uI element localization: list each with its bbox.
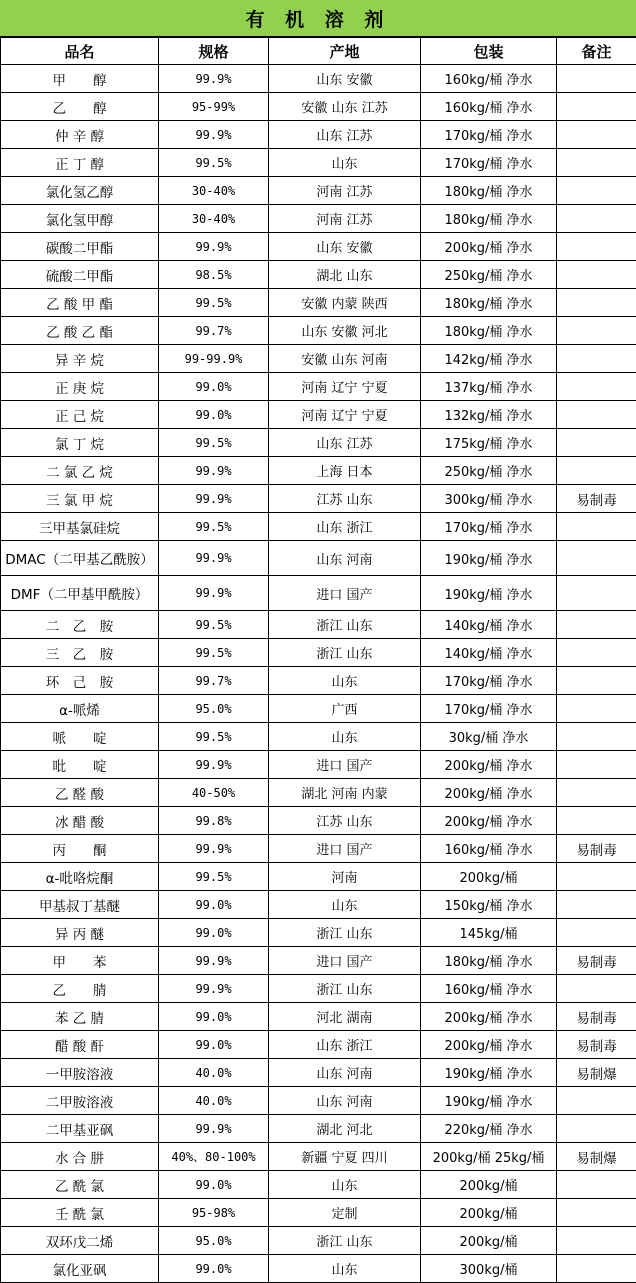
product-name-cell: 三甲基氯硅烷 [1, 513, 159, 541]
header-spec: 规格 [159, 38, 269, 65]
package-cell: 180kg/桶 净水 [421, 947, 557, 975]
spec-cell: 99.0% [159, 919, 269, 947]
spec-cell: 99.8% [159, 807, 269, 835]
product-name-cell: 壬 酰 氯 [1, 1199, 159, 1227]
table-row [1, 863, 636, 891]
origin-cell: 浙江 山东 [269, 639, 421, 667]
table-row [1, 541, 636, 576]
product-name-cell: 环 己 胺 [1, 667, 159, 695]
product-name-cell: 哌 啶 [1, 723, 159, 751]
origin-cell: 山东 安徽 [269, 65, 421, 93]
note-cell [557, 429, 636, 457]
package-cell: 170kg/桶 净水 [421, 149, 557, 177]
package-cell: 190kg/桶 净水 [421, 1087, 557, 1115]
package-cell: 200kg/桶 净水 [421, 233, 557, 261]
product-name-cell: 乙 腈 [1, 975, 159, 1003]
spec-cell: 30-40% [159, 177, 269, 205]
note-cell [557, 1227, 636, 1255]
origin-cell: 广西 [269, 695, 421, 723]
table-row [1, 149, 636, 177]
package-cell: 200kg/桶 净水 [421, 751, 557, 779]
spec-cell: 99.9% [159, 947, 269, 975]
header-row [1, 38, 636, 65]
table-row [1, 723, 636, 751]
product-name-cell: 乙 酸 甲 酯 [1, 289, 159, 317]
package-cell: 137kg/桶 净水 [421, 373, 557, 401]
note-cell [557, 695, 636, 723]
spec-cell: 99.7% [159, 317, 269, 345]
table-row [1, 1115, 636, 1143]
origin-cell: 山东 安徽 河北 [269, 317, 421, 345]
table-row [1, 401, 636, 429]
product-name-cell: 三 乙 胺 [1, 639, 159, 667]
package-cell: 200kg/桶 [421, 1199, 557, 1227]
spec-cell: 99.9% [159, 485, 269, 513]
product-name-cell: 异 辛 烷 [1, 345, 159, 373]
origin-cell: 安徽 内蒙 陕西 [269, 289, 421, 317]
product-name-cell: 氯化氢乙醇 [1, 177, 159, 205]
package-cell: 200kg/桶 [421, 1171, 557, 1199]
product-name-cell: 吡 啶 [1, 751, 159, 779]
origin-cell: 进口 国产 [269, 835, 421, 863]
origin-cell: 浙江 山东 [269, 611, 421, 639]
product-name-cell: 正 丁 醇 [1, 149, 159, 177]
origin-cell: 湖北 河北 [269, 1115, 421, 1143]
header-package: 包装 [421, 38, 557, 65]
table-row [1, 289, 636, 317]
origin-cell: 湖北 河南 内蒙 [269, 779, 421, 807]
product-name-cell: α-哌烯 [1, 695, 159, 723]
table-row [1, 485, 636, 513]
table-row [1, 947, 636, 975]
note-cell [557, 205, 636, 233]
spec-cell: 99.9% [159, 233, 269, 261]
package-cell: 170kg/桶 净水 [421, 695, 557, 723]
package-cell: 200kg/桶 净水 [421, 1031, 557, 1059]
origin-cell: 河南 辽宁 宁夏 [269, 401, 421, 429]
origin-cell: 山东 [269, 1255, 421, 1283]
product-name-cell: 正 己 烷 [1, 401, 159, 429]
product-name-cell: 醋 酸 酐 [1, 1031, 159, 1059]
note-cell [557, 345, 636, 373]
origin-cell: 山东 江苏 [269, 429, 421, 457]
spec-cell: 99.5% [159, 863, 269, 891]
origin-cell: 山东 浙江 [269, 513, 421, 541]
table-row [1, 93, 636, 121]
origin-cell: 山东 河南 [269, 1059, 421, 1087]
note-cell [557, 1255, 636, 1283]
package-cell: 300kg/桶 净水 [421, 485, 557, 513]
table-row [1, 513, 636, 541]
origin-cell: 山东 河南 [269, 1087, 421, 1115]
table-row [1, 429, 636, 457]
table-row [1, 1087, 636, 1115]
package-cell: 250kg/桶 净水 [421, 457, 557, 485]
origin-cell: 山东 [269, 723, 421, 751]
product-name-cell: 异 丙 醚 [1, 919, 159, 947]
spec-cell: 98.5% [159, 261, 269, 289]
origin-cell: 江苏 山东 [269, 485, 421, 513]
table-row [1, 457, 636, 485]
note-cell [557, 373, 636, 401]
note-cell [557, 779, 636, 807]
product-name-cell: DMF（二甲基甲酰胺） [1, 576, 159, 611]
note-cell: 易制毒 [557, 947, 636, 975]
note-cell [557, 576, 636, 611]
package-cell: 180kg/桶 净水 [421, 205, 557, 233]
product-name-cell: 甲 醇 [1, 65, 159, 93]
note-cell [557, 233, 636, 261]
spec-cell: 95-99% [159, 93, 269, 121]
table-row [1, 695, 636, 723]
note-cell: 易制毒 [557, 1003, 636, 1031]
note-cell [557, 261, 636, 289]
package-cell: 200kg/桶 净水 [421, 807, 557, 835]
note-cell [557, 121, 636, 149]
origin-cell: 浙江 山东 [269, 975, 421, 1003]
origin-cell: 山东 [269, 1171, 421, 1199]
spec-cell: 99.9% [159, 121, 269, 149]
product-name-cell: 水 合 肼 [1, 1143, 159, 1171]
origin-cell: 定制 [269, 1199, 421, 1227]
note-cell [557, 639, 636, 667]
product-name-cell: α-吡咯烷酮 [1, 863, 159, 891]
spec-cell: 99.0% [159, 1031, 269, 1059]
origin-cell: 山东 河南 [269, 541, 421, 576]
product-name-cell: 一甲胺溶液 [1, 1059, 159, 1087]
product-name-cell: 硫酸二甲酯 [1, 261, 159, 289]
origin-cell: 浙江 山东 [269, 1227, 421, 1255]
product-name-cell: 二甲胺溶液 [1, 1087, 159, 1115]
note-cell [557, 751, 636, 779]
table-row [1, 667, 636, 695]
package-cell: 180kg/桶 净水 [421, 289, 557, 317]
product-name-cell: 二 氯 乙 烷 [1, 457, 159, 485]
origin-cell: 进口 国产 [269, 576, 421, 611]
product-name-cell: 乙 醇 [1, 93, 159, 121]
package-cell: 180kg/桶 净水 [421, 317, 557, 345]
spec-cell: 99.9% [159, 975, 269, 1003]
note-cell [557, 149, 636, 177]
origin-cell: 进口 国产 [269, 947, 421, 975]
package-cell: 190kg/桶 净水 [421, 541, 557, 576]
spec-cell: 99.5% [159, 611, 269, 639]
spec-cell: 99.9% [159, 457, 269, 485]
table-row [1, 317, 636, 345]
origin-cell: 浙江 山东 [269, 919, 421, 947]
table-row [1, 891, 636, 919]
table-row [1, 1171, 636, 1199]
package-cell: 190kg/桶 净水 [421, 576, 557, 611]
product-name-cell: 仲 辛 醇 [1, 121, 159, 149]
table-row [1, 1143, 636, 1171]
table-row [1, 975, 636, 1003]
origin-cell: 山东 江苏 [269, 121, 421, 149]
table-row [1, 919, 636, 947]
origin-cell: 进口 国产 [269, 751, 421, 779]
product-name-cell: 双环戊二烯 [1, 1227, 159, 1255]
note-cell [557, 317, 636, 345]
spec-cell: 30-40% [159, 205, 269, 233]
product-name-cell: 甲基叔丁基醚 [1, 891, 159, 919]
spec-cell: 99.5% [159, 513, 269, 541]
note-cell [557, 541, 636, 576]
table-row [1, 1227, 636, 1255]
header-name: 品名 [1, 38, 159, 65]
note-cell [557, 1087, 636, 1115]
spec-cell: 99.9% [159, 576, 269, 611]
table-row [1, 177, 636, 205]
table-row [1, 807, 636, 835]
spec-cell: 99.0% [159, 1171, 269, 1199]
package-cell: 160kg/桶 净水 [421, 975, 557, 1003]
note-cell [557, 723, 636, 751]
product-name-cell: 乙 酰 氯 [1, 1171, 159, 1199]
table-row [1, 233, 636, 261]
table-row [1, 611, 636, 639]
package-cell: 300kg/桶 [421, 1255, 557, 1283]
spec-cell: 99.5% [159, 429, 269, 457]
note-cell [557, 93, 636, 121]
note-cell [557, 891, 636, 919]
table-row [1, 261, 636, 289]
origin-cell: 河北 湖南 [269, 1003, 421, 1031]
note-cell [557, 513, 636, 541]
origin-cell: 河南 [269, 863, 421, 891]
table-row [1, 205, 636, 233]
note-cell: 易制爆 [557, 1143, 636, 1171]
origin-cell: 安徽 山东 江苏 [269, 93, 421, 121]
origin-cell: 山东 [269, 891, 421, 919]
spec-cell: 99.9% [159, 541, 269, 576]
spec-cell: 99.9% [159, 835, 269, 863]
spec-cell: 99.5% [159, 723, 269, 751]
package-cell: 140kg/桶 净水 [421, 639, 557, 667]
product-name-cell: 丙 酮 [1, 835, 159, 863]
note-cell [557, 289, 636, 317]
spec-cell: 99.5% [159, 639, 269, 667]
table-row [1, 373, 636, 401]
package-cell: 30kg/桶 净水 [421, 723, 557, 751]
package-cell: 145kg/桶 [421, 919, 557, 947]
product-name-cell: 乙 酸 乙 酯 [1, 317, 159, 345]
product-name-cell: 氯 丁 烷 [1, 429, 159, 457]
table-row [1, 1199, 636, 1227]
note-cell [557, 1199, 636, 1227]
package-cell: 160kg/桶 净水 [421, 93, 557, 121]
table-row [1, 65, 636, 93]
product-name-cell: 正 庚 烷 [1, 373, 159, 401]
note-cell [557, 667, 636, 695]
origin-cell: 山东 [269, 667, 421, 695]
origin-cell: 河南 江苏 [269, 205, 421, 233]
spec-cell: 95.0% [159, 1227, 269, 1255]
note-cell [557, 65, 636, 93]
note-cell [557, 1115, 636, 1143]
package-cell: 200kg/桶 [421, 1227, 557, 1255]
package-cell: 170kg/桶 净水 [421, 667, 557, 695]
note-cell [557, 807, 636, 835]
origin-cell: 上海 日本 [269, 457, 421, 485]
spec-cell: 99.7% [159, 667, 269, 695]
product-name-cell: DMAC（二甲基乙酰胺） [1, 541, 159, 576]
spec-cell: 99.9% [159, 1115, 269, 1143]
package-cell: 200kg/桶 净水 [421, 1003, 557, 1031]
table-row [1, 751, 636, 779]
solvent-table [0, 37, 636, 1283]
table-row [1, 121, 636, 149]
table-row [1, 835, 636, 863]
note-cell [557, 1171, 636, 1199]
package-cell: 150kg/桶 净水 [421, 891, 557, 919]
table-title: 有 机 溶 剂 [0, 0, 636, 37]
spec-cell: 99.0% [159, 401, 269, 429]
note-cell [557, 975, 636, 1003]
table-row [1, 1031, 636, 1059]
product-name-cell: 甲 苯 [1, 947, 159, 975]
product-name-cell: 二甲基亚砜 [1, 1115, 159, 1143]
note-cell [557, 401, 636, 429]
origin-cell: 河南 江苏 [269, 177, 421, 205]
header-note: 备注 [557, 38, 636, 65]
package-cell: 160kg/桶 净水 [421, 835, 557, 863]
spec-cell: 99.0% [159, 373, 269, 401]
note-cell: 易制毒 [557, 1031, 636, 1059]
package-cell: 250kg/桶 净水 [421, 261, 557, 289]
package-cell: 200kg/桶 [421, 863, 557, 891]
table-row [1, 345, 636, 373]
product-name-cell: 氯化氢甲醇 [1, 205, 159, 233]
origin-cell: 江苏 山东 [269, 807, 421, 835]
spec-cell: 99.5% [159, 289, 269, 317]
note-cell: 易制毒 [557, 835, 636, 863]
product-name-cell: 碳酸二甲酯 [1, 233, 159, 261]
package-cell: 175kg/桶 净水 [421, 429, 557, 457]
package-cell: 170kg/桶 净水 [421, 121, 557, 149]
origin-cell: 山东 [269, 149, 421, 177]
note-cell [557, 863, 636, 891]
package-cell: 142kg/桶 净水 [421, 345, 557, 373]
spec-cell: 99.9% [159, 751, 269, 779]
table-body [1, 65, 636, 1283]
spec-cell: 40%、80-100% [159, 1143, 269, 1171]
note-cell: 易制毒 [557, 485, 636, 513]
package-cell: 140kg/桶 净水 [421, 611, 557, 639]
table-row [1, 1003, 636, 1031]
package-cell: 200kg/桶 25kg/桶 [421, 1143, 557, 1171]
spec-cell: 99.0% [159, 891, 269, 919]
origin-cell: 山东 安徽 [269, 233, 421, 261]
spec-cell: 99.0% [159, 1255, 269, 1283]
note-cell [557, 919, 636, 947]
spec-cell: 95-98% [159, 1199, 269, 1227]
package-cell: 220kg/桶 净水 [421, 1115, 557, 1143]
origin-cell: 河南 辽宁 宁夏 [269, 373, 421, 401]
table-row [1, 779, 636, 807]
table-row [1, 1255, 636, 1283]
table-row [1, 639, 636, 667]
note-cell [557, 611, 636, 639]
product-name-cell: 冰 醋 酸 [1, 807, 159, 835]
note-cell [557, 457, 636, 485]
spec-cell: 40.0% [159, 1087, 269, 1115]
spec-cell: 99.5% [159, 149, 269, 177]
package-cell: 160kg/桶 净水 [421, 65, 557, 93]
spec-cell: 99-99.9% [159, 345, 269, 373]
origin-cell: 山东 浙江 [269, 1031, 421, 1059]
header-origin: 产地 [269, 38, 421, 65]
product-name-cell: 乙 醛 酸 [1, 779, 159, 807]
spec-cell: 99.0% [159, 1003, 269, 1031]
origin-cell: 湖北 山东 [269, 261, 421, 289]
table-row [1, 576, 636, 611]
note-cell [557, 177, 636, 205]
spec-cell: 40-50% [159, 779, 269, 807]
origin-cell: 安徽 山东 河南 [269, 345, 421, 373]
product-name-cell: 苯 乙 腈 [1, 1003, 159, 1031]
product-name-cell: 二 乙 胺 [1, 611, 159, 639]
package-cell: 132kg/桶 净水 [421, 401, 557, 429]
spec-cell: 95.0% [159, 695, 269, 723]
spec-cell: 40.0% [159, 1059, 269, 1087]
product-name-cell: 三 氯 甲 烷 [1, 485, 159, 513]
product-name-cell: 氯化亚砜 [1, 1255, 159, 1283]
package-cell: 180kg/桶 净水 [421, 177, 557, 205]
note-cell: 易制爆 [557, 1059, 636, 1087]
package-cell: 190kg/桶 净水 [421, 1059, 557, 1087]
package-cell: 170kg/桶 净水 [421, 513, 557, 541]
origin-cell: 新疆 宁夏 四川 [269, 1143, 421, 1171]
table-row [1, 1059, 636, 1087]
package-cell: 200kg/桶 净水 [421, 779, 557, 807]
spec-cell: 99.9% [159, 65, 269, 93]
